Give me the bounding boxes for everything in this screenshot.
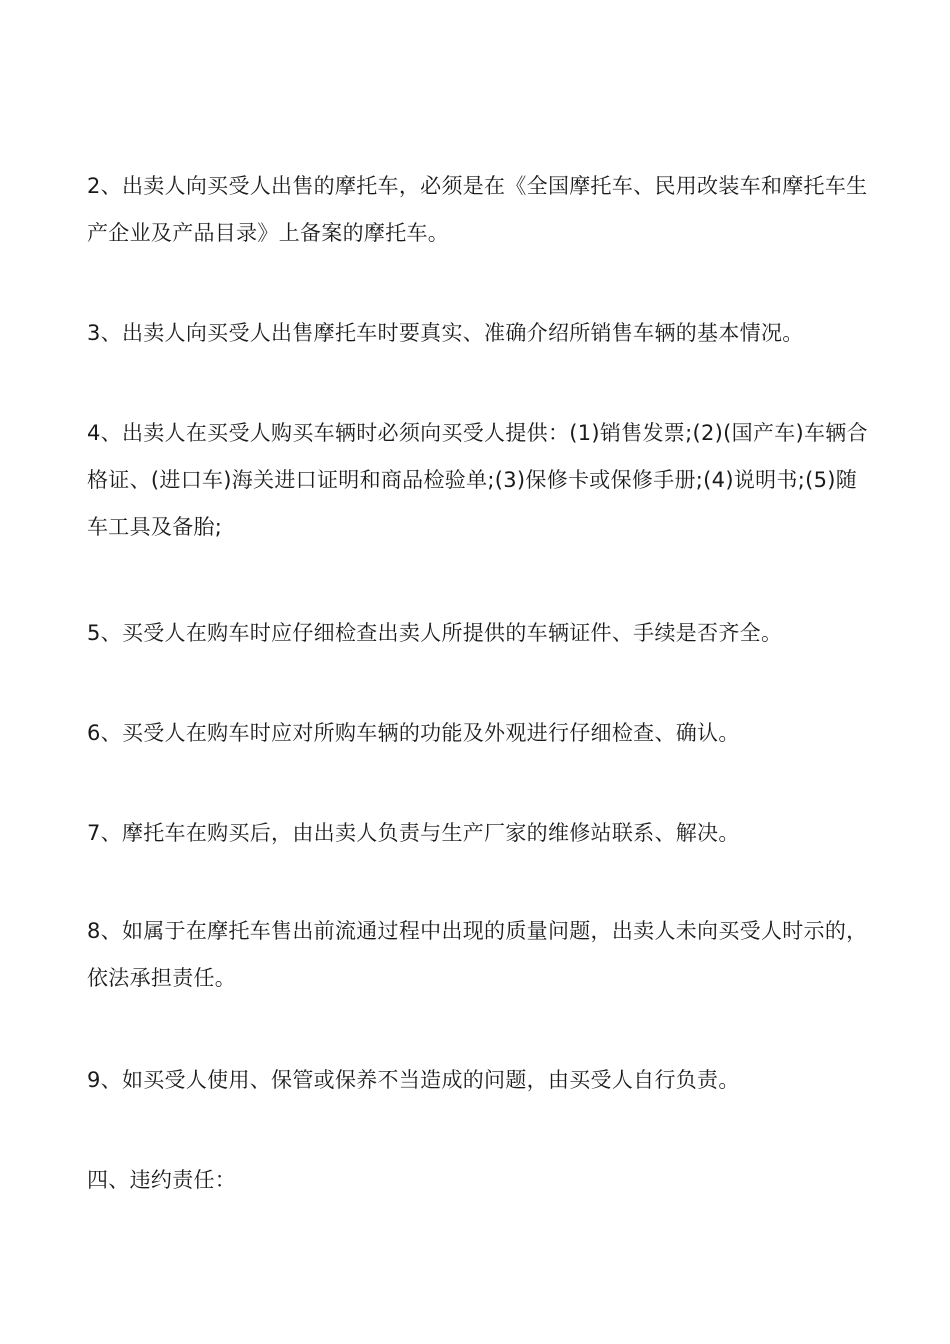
- clause-5: 5、买受人在购车时应仔细检查出卖人所提供的车辆证件、手续是否齐全。: [87, 621, 783, 645]
- clause-2: 2、出卖人向买受人出售的摩托车，必须是在《全国摩托车、民用改装车和摩托车生产企业及产品目录》上备案的摩托车。: [87, 174, 868, 245]
- clause-7: 7、摩托车在购买后，由出卖人负责与生产厂家的维修站联系、解决。: [87, 821, 740, 845]
- clause-9: 9、如买受人使用、保管或保养不当造成的问题，由买受人自行负责。: [87, 1068, 740, 1092]
- clause-6: 6、买受人在购车时应对所购车辆的功能及外观进行仔细检查、确认。: [87, 721, 740, 745]
- section-heading-breach-liability: 四、违约责任：: [87, 1168, 237, 1192]
- clause-3: 3、出卖人向买受人出售摩托车时要真实、准确介绍所销售车辆的基本情况。: [87, 321, 804, 345]
- clause-8: 8、如属于在摩托车售出前流通过程中出现的质量问题，出卖人未向买受人时示的，依法承担责任。: [87, 919, 868, 990]
- clause-4: 4、出卖人在买受人购买车辆时必须向买受人提供：(1)销售发票;(2)(国产车)车辆合格证、(进口车)海关进口证明和商品检验单;(3)保修卡或保修手册;(4)说明书;(5)随车工具及备胎;: [87, 421, 868, 539]
